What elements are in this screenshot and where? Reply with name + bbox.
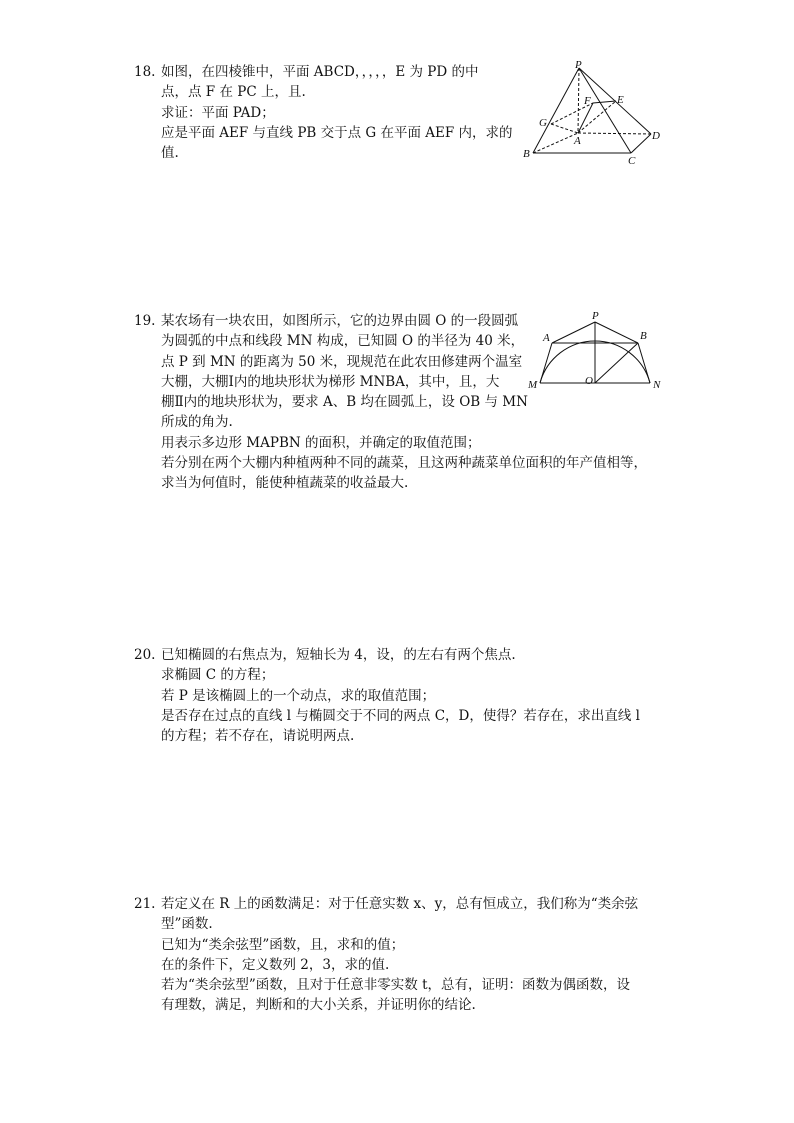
text-line: 求证：平面 PAD； [161,104,275,121]
text-line: 棚Ⅱ内的地块形状为，要求 A、B 均在圆弧上，设 OB 与 MN [161,394,528,411]
text-line: 应是平面 AEF 与直线 PB 交于点 G 在平面 AEF 内，求的 [161,124,513,141]
text-line: 型”函数. [161,916,213,933]
text-line: 值. [161,145,179,162]
text-line: 已知椭圆的右焦点为，短轴长为 4，设，的左右有两个焦点. [161,647,516,663]
label-P: P [575,60,582,71]
label-P: P [592,310,599,322]
text-line: 求椭圆 C 的方程； [161,667,275,684]
label-O: O [585,375,593,387]
text-line: 若为“类余弦型”函数，且对于任意非零实数 t，总有，证明：函数为偶函数，设 [161,977,631,994]
problem-text [161,894,638,1016]
problem-number: 20. [134,647,156,663]
text-line: 已知为“类余弦型”函数，且，求和的值； [161,936,405,953]
label-E: E [617,94,624,106]
label-M: M [528,379,538,391]
label-B: B [640,330,647,342]
text-line: 如图，在四棱锥中，平面 ABCD，，，，，E 为 PD 的中 [161,64,479,80]
text-line: 是否存在过点的直线 l 与椭圆交于不同的两点 C，D，使得？若存在，求出直线 l [161,707,640,724]
label-A: A [543,332,550,344]
label-A: A [574,135,581,147]
text-line: 若 P 是该椭圆上的一个动点，求的取值范围； [161,687,436,704]
text-line: 的方程；若不存在，请说明两点. [161,728,355,745]
text-line: 在的条件下，定义数列 2，3，求的值. [161,956,390,973]
text-line: 求当为何值时，能使种植蔬菜的收益最大. [161,475,409,492]
label-D: D [652,130,660,142]
text-line: 若分别在两个大棚内种植两种不同的蔬菜，且这两种蔬菜单位面积的年产值相等， [161,455,647,472]
text-line: 点 P 到 MN 的距离为 50 米，现规范在此农田修建两个温室 [161,353,523,370]
text-line: 大棚，大棚Ⅰ内的地块形状为梯形 MNBA，其中，且，大 [161,373,500,390]
text-line: 点，点 F 在 PC 上，且. [161,84,306,101]
problem-number: 21. [134,896,156,912]
label-N: N [653,379,661,391]
text-line: 有理数，满足，判断和的大小关系，并证明你的结论. [161,997,476,1014]
text-line: 所成的角为. [161,414,233,431]
arc-field-figure [525,308,665,396]
pyramid-figure [518,60,663,170]
label-G: G [539,117,547,129]
label-C: C [628,155,636,167]
problem-number: 19. [134,313,156,329]
label-F: F [584,95,591,107]
label-B: B [523,148,530,160]
problem-text [161,62,513,163]
problem-text [161,645,640,746]
text-line: 用表示多边形 MAPBN 的面积，并确定的取值范围； [161,434,481,451]
text-line: 若定义在 R 上的函数满足：对于任意实数 x、y，总有恒成立，我们称为“类余弦 [161,896,639,912]
text-line: 某农场有一块农田，如图所示，它的边界由圆 O 的一段圆弧 [161,313,519,329]
problem-number: 18. [134,64,156,80]
text-line: 为圆弧的中点和线段 MN 构成，已知圆 O 的半径为 40 米， [161,333,525,350]
